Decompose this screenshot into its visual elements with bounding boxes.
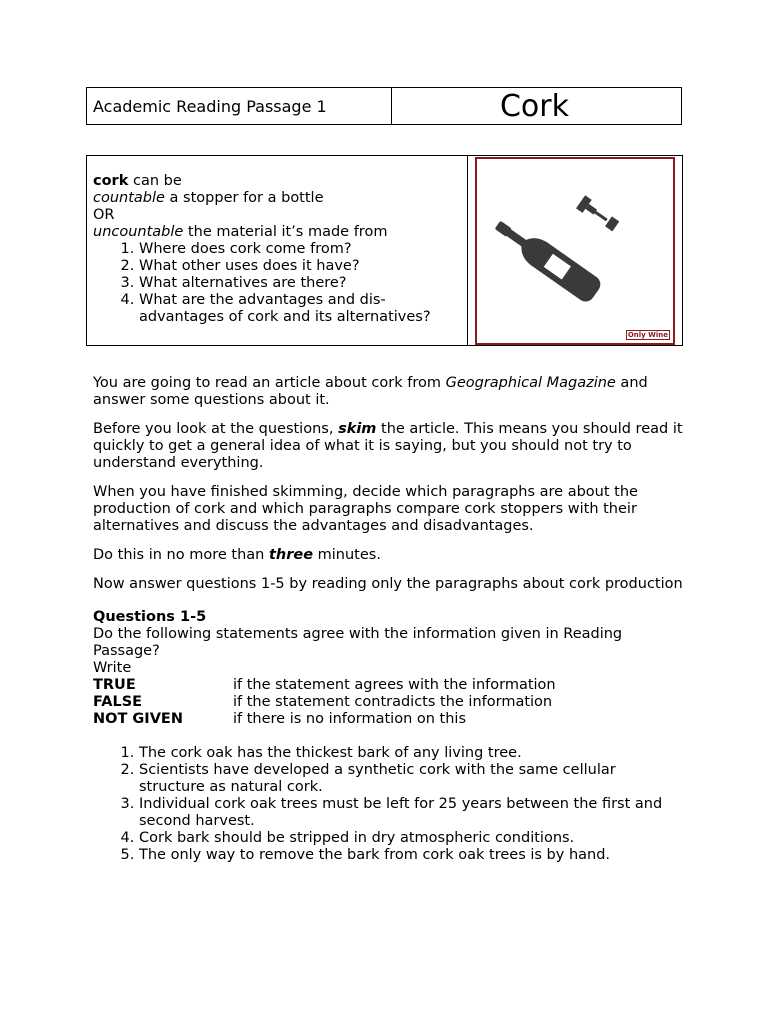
paragraph-text: the article. This means you should read it quickly to get a general idea of what it is saying, but you should not try to understand everything. (93, 421, 683, 471)
criteria-description: if the statement agrees with the information (233, 677, 556, 693)
paragraph-text: Do this in no more than (93, 547, 269, 563)
paragraph-text: You are going to read an article about cork from (93, 375, 446, 391)
definition-text: the material it’s made from (183, 224, 388, 240)
criteria-row (93, 694, 683, 711)
criteria-description: if the statement contradicts the information (233, 694, 553, 710)
paragraph-2 (93, 421, 683, 472)
criteria-description: if there is no information on this (233, 711, 466, 727)
list-item: 3. Individual cork oak trees must be left for 25 years between the first and second harvest. (139, 796, 683, 830)
only-wine-logo: Only Wine (627, 331, 668, 339)
instructions-body (93, 375, 683, 864)
magazine-name: Geographical Magazine (445, 375, 616, 391)
paragraph-3: When you have finished skimming, decide which paragraphs are about the production of cork and which paragraphs compare cork stoppers with their alternatives and discuss the advantages and disadvantages. (93, 484, 638, 534)
criteria-row (93, 711, 683, 728)
criteria-term: FALSE (93, 694, 143, 710)
paragraph-1 (93, 375, 683, 409)
title-table (86, 87, 682, 125)
paragraph-text: and answer some questions about it. (93, 375, 648, 408)
wine-image (475, 157, 675, 345)
list-item: 5. The only way to remove the bark from cork oak trees is by hand. (139, 847, 683, 864)
term-uncountable: uncountable (93, 224, 184, 240)
intro-table (86, 155, 683, 346)
list-item: 1. The cork oak has the thickest bark of any living tree. (139, 745, 683, 762)
emphasis-skim: skim (338, 421, 377, 437)
intro-question-list (93, 241, 467, 326)
definition-line-2 (93, 190, 467, 207)
list-item: 3. What alternatives are there? (139, 275, 467, 292)
page-title: Cork (499, 88, 569, 124)
paragraph-text: minutes. (313, 547, 381, 563)
list-item: 2. Scientists have developed a synthetic cork with the same cellular structure as natural cork. (139, 762, 683, 796)
definition-line-1 (93, 173, 467, 190)
paragraph-4 (93, 547, 683, 564)
definition-text: a stopper for a bottle (164, 190, 324, 206)
questions-instruction: Do the following statements agree with the information given in Reading Passage? (93, 626, 623, 659)
write-label: Write (93, 660, 132, 676)
heading-text: Questions 1-5 (93, 609, 207, 625)
questions-heading (93, 609, 683, 626)
criteria-term: NOT GIVEN (93, 711, 183, 727)
paragraph-5: Now answer questions 1-5 by reading only the paragraphs about cork production (93, 576, 683, 592)
emphasis-three: three (268, 547, 314, 563)
wine-bottle-corkscrew-icon (477, 159, 673, 343)
list-item: 4. What are the advantages and dis-advantages of cork and its alternatives? (139, 292, 467, 326)
definition-text: can be (128, 173, 182, 189)
term-cork: cork (93, 173, 129, 189)
statements-list (93, 745, 683, 864)
definition-line-4 (93, 224, 467, 241)
intro-text-cell (87, 156, 468, 345)
list-item: 4. Cork bark should be stripped in dry atmospheric conditions. (139, 830, 683, 847)
questions-section (93, 609, 683, 864)
criteria-term: TRUE (93, 677, 136, 693)
term-countable: countable (93, 190, 165, 206)
passage-label: Academic Reading Passage 1 (87, 88, 392, 124)
list-item: 2. What other uses does it have? (139, 258, 467, 275)
criteria-row (93, 677, 683, 694)
definition-line-3: OR (93, 207, 115, 223)
intro-image-cell (468, 156, 682, 345)
list-item: 1. Where does cork come from? (139, 241, 467, 258)
paragraph-text: Before you look at the questions, (93, 421, 339, 437)
